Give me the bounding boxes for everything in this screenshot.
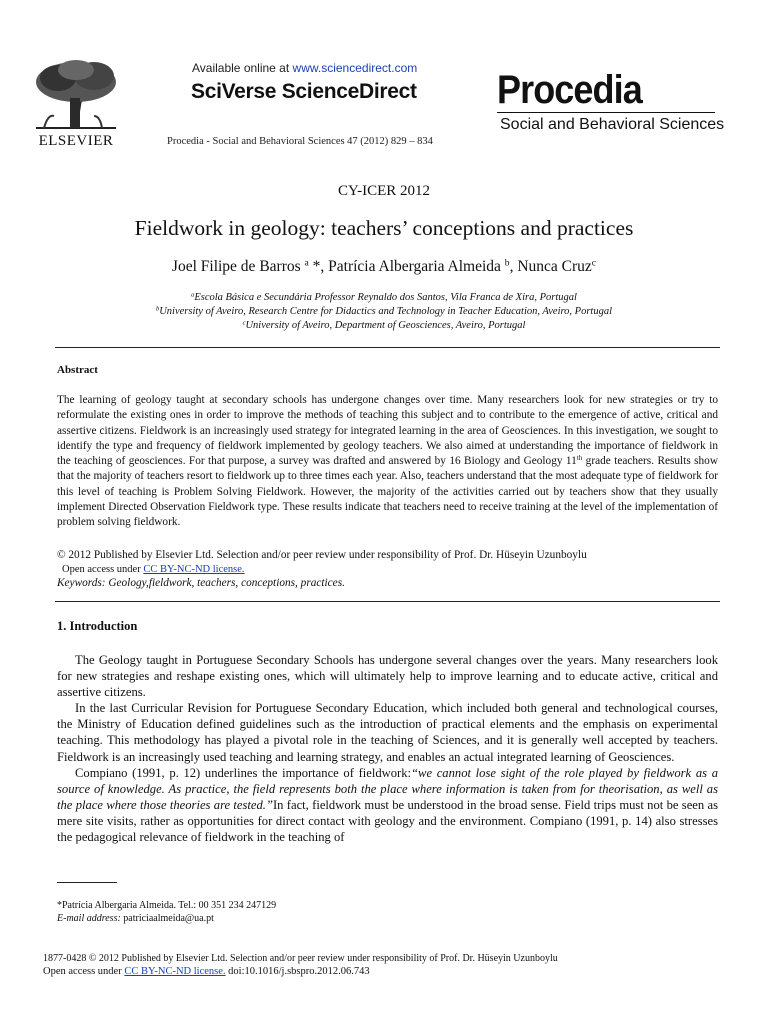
corresponding-author-note: *Patrícia Albergaria Almeida. Tel.: 00 351 234 247129 (57, 900, 277, 911)
intro-paragraph-2: In the last Curricular Revision for Portuguese Secondary Education, which included both general and technological courses, the Ministry of Education defined guidelines such as the introduction of practical elements and the emphasis on experimental teaching. This methodology has played a pivotal role in the teaching of Sciences, and it is generally well accepted by teachers. Fieldwork is an increasingly used teaching and learning strategy, and enables an actual integrated learning of Geosciences. (57, 701, 718, 764)
footer-open-access: Open access under CC BY-NC-ND license. doi:10.1016/j.sbspro.2012.06.743 (43, 966, 370, 977)
affiliation-c: $^c$University of Aveiro, Department of Geosciences, Aveiro, Portugal (242, 319, 526, 331)
author-3: Nunca Cruz (517, 258, 592, 275)
section-heading-introduction: 1. Introduction (57, 619, 138, 633)
author-2-affil-mark: b (504, 257, 510, 269)
email-address[interactable]: patriciaalmeida@ua.pt (120, 913, 214, 924)
divider-bottom (55, 601, 720, 602)
platform-name: SciVerse ScienceDirect (191, 80, 417, 103)
divider-top (55, 347, 720, 348)
affiliation-a: $^a$Escola Básica e Secundária Professor Reynaldo dos Santos, Vila Franca de Xira, Portugal (191, 291, 577, 303)
abstract-heading: Abstract (57, 364, 98, 376)
author-1: Joel Filipe de Barros (171, 258, 305, 275)
footnote-rule (57, 882, 117, 883)
compiano-quote: “we cannot lose sight of the role played by fieldwork as a source of knowledge. As practice, the field represents both the place where information is taken from for theorisation, as well as the place where those theories are tested.” (57, 765, 718, 812)
journal-title-rule (497, 112, 715, 113)
paper-title: Fieldwork in geology: teachers’ conceptions and practices (134, 216, 634, 240)
author-list: Joel Filipe de Barros $^a$ *, Patrícia Albergaria Almeida $^b$, Nunca Cruz$^c$ (171, 257, 597, 275)
license-link[interactable]: CC BY-NC-ND license. (143, 564, 245, 575)
introduction-body (57, 652, 718, 845)
abstract-copyright: © 2012 Published by Elsevier Ltd. Selection and/or peer review under responsibility of Prof. Dr. Hüseyin Uzunboylu (57, 549, 587, 561)
affiliation-b: $^b$University of Aveiro, Research Centre for Didactics and Technology in Teacher Education, Aveiro, Portugal (155, 305, 613, 317)
author-1-affil-mark: a (304, 257, 309, 269)
open-access-notice: Open access under CC BY-NC-ND license. (62, 564, 245, 575)
author-2: Patrícia Albergaria Almeida (328, 258, 505, 275)
abstract-text: The learning of geology taught at secondary schools has undergone changes over time. Many researchers look for new strategies or try to reformulate the existing ones in order to improve the methods of teaching this subject and to contribute to the emergence of active, critical and assertive citizens. Fieldwork is an increasingly used strategy for integrated learning in the area of Geosciences. In this investigation, we sought to identify the type and frequency of fieldwork implemented by geology teachers. We also aimed at understanding the importance of fieldwork in the teaching of geosciences. For that purpose, a survey was drafted and answered by 16 Biology and Geology 11th grade teachers. Results show that the majority of teachers resort to fieldwork up to three times each year. Also, teachers understand that the most adequate type of fieldwork for this level of teaching is Problem Solving Fieldwork. However, the majority of the activities carried out by teachers show that they usually implement Directed Observation Fieldwork type. These results indicate that teachers need to receive training at the level of the implementation of problem solving fieldwork. (57, 394, 718, 529)
doi: doi:10.1016/j.sbspro.2012.06.743 (225, 966, 370, 977)
available-online-text: Available online at www.sciencedirect.com (192, 61, 418, 75)
intro-paragraph-1: The Geology taught in Portuguese Secondary Schools has undergone several changes over the years. Many researchers look for new strategies and reshape existing ones, which will ultimately help to improve learning and to educate active, critical and assertive citizens. (57, 653, 718, 700)
conference-name: CY-ICER 2012 (337, 183, 431, 199)
sciencedirect-link[interactable]: www.sciencedirect.com (292, 61, 418, 75)
journal-reference: Procedia - Social and Behavioral Sciences 47 (2012) 829 – 834 (167, 136, 433, 147)
footer-license-link[interactable]: CC BY-NC-ND license. (124, 966, 226, 977)
keywords: Keywords: Geology,fieldwork, teachers, conceptions, practices. (57, 577, 345, 589)
journal-title: Procedia (497, 68, 642, 112)
author-3-affil-mark: c (591, 257, 597, 269)
footer-issn-copyright: 1877-0428 © 2012 Published by Elsevier Ltd. Selection and/or peer review under responsibility of Prof. Dr. Hüseyin Uzunboylu (43, 953, 558, 964)
intro-paragraph-3: Compiano (1991, p. 12) underlines the importance of fieldwork:“we cannot lose sight of the role played by fieldwork as a source of knowledge. As practice, the field represents both the place where information is taken from for theorisation, as well as the place where those theories are tested.”In fact, fieldwork must be understood in the broad sense. Field trips must not be seen as mere site visits, rather as opportunities for direct contact with geology and the environment. Compiano (1991, p. 14) also stresses the pedagogical relevance of fieldwork in the teaching of (57, 765, 718, 845)
journal-subtitle: Social and Behavioral Sciences (500, 116, 725, 133)
email-note: E-mail address: patriciaalmeida@ua.pt (57, 913, 214, 924)
publisher-name: ELSEVIER (38, 133, 114, 149)
